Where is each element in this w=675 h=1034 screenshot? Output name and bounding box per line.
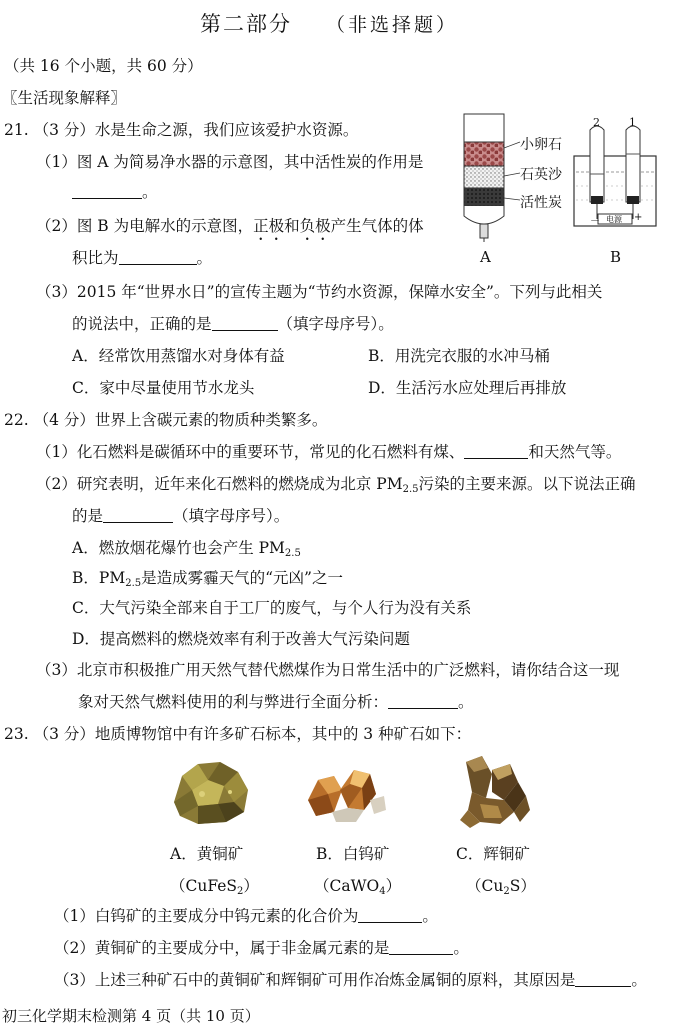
answer-blank[interactable] <box>212 316 278 331</box>
q21-part3: （3）2015 年“世界水日”的宣传主题为“节约水资源，保障水安全”。下列与此相关 <box>36 283 603 301</box>
mineral-chalcopyrite-image <box>168 754 254 834</box>
answer-blank[interactable] <box>464 444 528 459</box>
plus-sign: + <box>634 212 643 223</box>
answer-blank[interactable] <box>389 940 453 955</box>
answer-blank[interactable] <box>388 694 458 709</box>
mineral-a-name: A．黄铜矿 <box>170 845 244 863</box>
carbon-layer <box>464 188 504 206</box>
answer-blank[interactable] <box>358 908 422 923</box>
page-title <box>200 8 458 38</box>
sand-layer <box>464 166 504 188</box>
answer-blank[interactable] <box>119 250 197 265</box>
figure-a-water-purifier <box>458 112 568 268</box>
figure-b-caption: B <box>610 248 622 266</box>
mineral-b-formula: （CaWO$_4$） <box>314 877 402 897</box>
q21-part3-answer: 的说法中，正确的是 （填字母序号）。 <box>72 315 394 333</box>
q21-option-c: C．家中尽量使用节水龙头 <box>72 379 255 397</box>
title-main: 第二部分 <box>200 12 292 36</box>
q22-option-b: B．$PM_{2.5}$是造成雾霾天气的“元凶”之一 <box>72 569 343 589</box>
emphasis-negative: 负极 <box>299 217 331 235</box>
mineral-scheelite-image <box>304 760 390 830</box>
scheelite-rock <box>304 760 390 826</box>
mineral-b-name: B．白钨矿 <box>316 845 390 863</box>
label-sand: 石英沙 <box>520 167 562 183</box>
q22-stem: 22. （4 分）世界上含碳元素的物质种类繁多。 <box>4 411 328 429</box>
q22-part3: （3）北京市积极推广用天然气替代燃煤作为日常生活中的广泛燃料，请你结合这一现 <box>36 661 620 679</box>
q22-part2: （2）研究表明，近年来化石燃料的燃烧成为北京 $PM_{2.5}$污染的主要来源。以下说法正确 <box>36 475 636 495</box>
answer-blank[interactable] <box>575 972 631 987</box>
power-source-label: 电源 <box>606 215 622 224</box>
tube-label-2: 2 <box>593 116 600 129</box>
label-carbon: 活性炭 <box>520 195 562 211</box>
figure-b-electrolysis <box>570 116 670 268</box>
answer-blank[interactable] <box>72 184 142 199</box>
chalcopyrite-rock <box>168 754 254 830</box>
q23-part1: （1）白钨矿的主要成分中钨元素的化合价为 。 <box>54 907 438 925</box>
q22-part1: （1）化石燃料是碳循环中的重要环节，常见的化石燃料有煤、 和天然气等。 <box>36 443 622 461</box>
answer-blank[interactable] <box>103 508 173 523</box>
tube-label-1: 1 <box>629 116 636 129</box>
section-heading: 〖生活现象解释〗 <box>2 89 127 107</box>
chalcocite-rock <box>452 752 536 832</box>
question-count: （共 16 个小题，共 60 分） <box>4 57 203 75</box>
q21-option-d: D．生活污水应处理后再排放 <box>368 379 567 397</box>
q21-part1-answer: 。 <box>72 180 158 202</box>
mineral-chalcocite-image <box>452 752 536 836</box>
q22-part2-answer: 的是 （填字母序号）。 <box>72 507 290 525</box>
q22-option-c: C．大气污染全部来自于工厂的废气，与个人行为没有关系 <box>72 599 472 617</box>
pebble-layer <box>464 142 504 166</box>
page-footer: 初三化学期末检测第 4 页（共 10 页） <box>2 1007 260 1025</box>
q22-option-a: A．燃放烟花爆竹也会产生 $PM_{2.5}$ <box>72 539 301 559</box>
title-paren: （非选择题） <box>326 14 459 36</box>
mineral-c-name: C．辉铜矿 <box>456 845 530 863</box>
mineral-a-formula: （CuFeS$_2$） <box>170 877 259 897</box>
q21-part2-answer: 积比为 。 <box>72 249 213 267</box>
q22-part3-answer: 象对天然气燃料使用的利与弊进行全面分析： 。 <box>78 693 474 711</box>
q21-part1: （1）图 A 为简易净水器的示意图，其中活性炭的作用是 <box>36 153 424 171</box>
q23-part2: （2）黄铜矿的主要成分中，属于非金属元素的是 。 <box>54 939 469 957</box>
figure-a-caption: A <box>480 248 491 266</box>
mineral-c-formula: $(Cu_2S)$ <box>466 877 536 897</box>
q23-stem: 23. （3 分）地质博物馆中有许多矿石标本，其中的 3 种矿石如下： <box>4 725 472 743</box>
q21-part2: （2）图 B 为电解水的示意图，正极和负极产生气体的体 <box>36 217 424 235</box>
label-pebble: 小卵石 <box>520 137 562 153</box>
minus-sign: － <box>590 216 600 227</box>
q22-option-d: D．提高燃料的燃烧效率有利于改善大气污染问题 <box>72 630 410 648</box>
q23-part3: （3）上述三种矿石中的黄铜矿和辉铜矿可用作冶炼金属铜的原料，其原因是 。 <box>54 971 647 989</box>
q21-stem: 21. （3 分）水是生命之源，我们应该爱护水资源。 <box>4 121 359 139</box>
emphasis-positive: 正极 <box>253 217 285 235</box>
q21-option-b: B．用洗完衣服的水冲马桶 <box>368 347 550 365</box>
q21-option-a: A．经常饮用蒸馏水对身体有益 <box>72 347 285 365</box>
